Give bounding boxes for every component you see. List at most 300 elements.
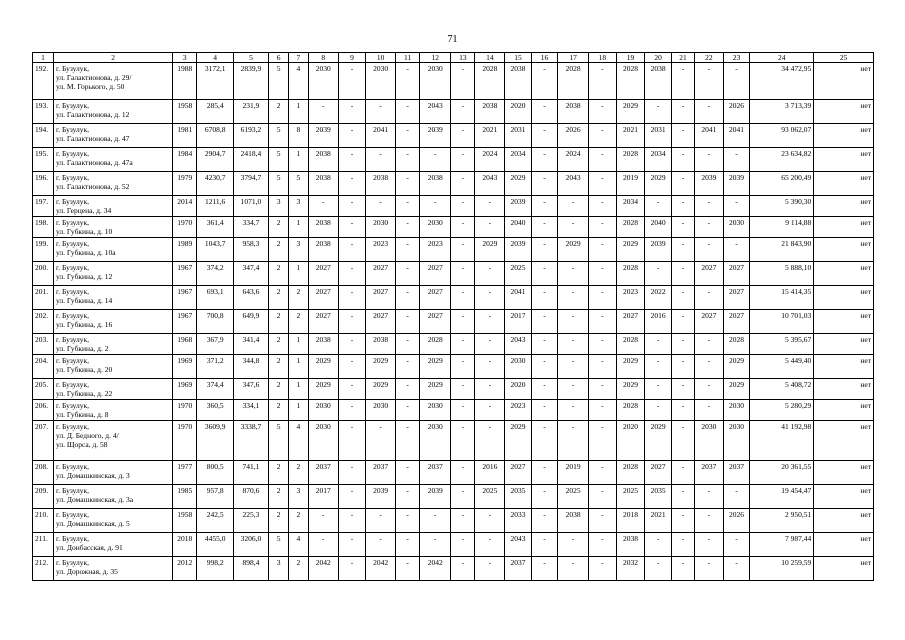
address-cell: г. Бузулук, ул. Галактионова, д. 12 (53, 100, 172, 124)
table-cell: 958,3 (233, 238, 268, 262)
table-cell: 2027 (308, 262, 338, 286)
table-cell: 2040 (505, 217, 531, 238)
table-cell: - (396, 355, 420, 379)
table-cell: - (451, 310, 475, 334)
table-cell: - (723, 557, 749, 581)
table-cell: - (366, 100, 396, 124)
table-cell: - (475, 421, 505, 461)
table-cell: нет (814, 557, 874, 581)
table-cell: - (451, 355, 475, 379)
table-row (33, 421, 874, 461)
table-row (33, 310, 874, 334)
table-cell: 2030 (366, 63, 396, 100)
table-cell: - (723, 485, 749, 509)
table-cell: 93 062,07 (750, 124, 814, 148)
header-row (33, 53, 874, 63)
table-cell: 2035 (645, 485, 671, 509)
table-cell: 2 (269, 238, 289, 262)
table-cell: 2038 (308, 217, 338, 238)
table-cell: - (338, 485, 366, 509)
table-cell: 2027 (723, 286, 749, 310)
table-cell: 2030 (366, 217, 396, 238)
table-cell: 3 (289, 196, 309, 217)
table-cell: - (531, 310, 557, 334)
table-cell: 1211,6 (197, 196, 233, 217)
table-cell: 2029 (505, 421, 531, 461)
table-cell: 2029 (616, 238, 645, 262)
table-cell: - (475, 509, 505, 533)
table-cell: 1071,0 (233, 196, 268, 217)
row-number: 203. (33, 334, 54, 355)
table-cell: 3794,7 (233, 172, 268, 196)
address-cell: г. Бузулук, ул. Галактионова, д. 47 (53, 124, 172, 148)
row-number: 200. (33, 262, 54, 286)
table-cell: - (671, 148, 694, 172)
table-cell: - (475, 379, 505, 400)
column-header: 18 (589, 53, 617, 63)
table-cell: 2029 (420, 379, 451, 400)
table-cell: 41 192,98 (750, 421, 814, 461)
table-cell: - (695, 557, 724, 581)
table-cell: 2 (269, 509, 289, 533)
column-header: 23 (723, 53, 749, 63)
table-cell: 2032 (616, 557, 645, 581)
table-cell: 800,5 (197, 461, 233, 485)
table-cell: - (531, 485, 557, 509)
column-header: 2 (53, 53, 172, 63)
table-cell: нет (814, 100, 874, 124)
table-cell: 2038 (505, 63, 531, 100)
table-cell: 1 (289, 148, 309, 172)
table-cell: - (558, 310, 589, 334)
table-cell: - (671, 286, 694, 310)
table-cell: - (589, 217, 617, 238)
table-cell: 649,9 (233, 310, 268, 334)
table-cell: 2024 (475, 148, 505, 172)
table-cell: 6193,2 (233, 124, 268, 148)
table-cell: 5 (269, 63, 289, 100)
table-cell: 2 950,51 (750, 509, 814, 533)
table-cell: - (589, 379, 617, 400)
table-cell: нет (814, 421, 874, 461)
table-cell: - (475, 355, 505, 379)
table-cell: 2016 (475, 461, 505, 485)
table-cell: 1 (289, 334, 309, 355)
table-cell: - (671, 262, 694, 286)
table-cell: - (531, 557, 557, 581)
row-number: 202. (33, 310, 54, 334)
table-cell: 2028 (616, 63, 645, 100)
table-cell: - (531, 286, 557, 310)
table-cell: 4455,0 (197, 533, 233, 557)
table-cell: - (589, 196, 617, 217)
table-cell: - (671, 124, 694, 148)
table-row (33, 172, 874, 196)
table-cell: 5 888,10 (750, 262, 814, 286)
table-cell: 2030 (366, 400, 396, 421)
table-cell: - (531, 533, 557, 557)
table-cell: - (723, 533, 749, 557)
row-number: 199. (33, 238, 54, 262)
table-cell: 2019 (558, 461, 589, 485)
table-cell: - (338, 262, 366, 286)
table-cell: 5 390,30 (750, 196, 814, 217)
table-cell: - (396, 100, 420, 124)
table-cell: 2023 (505, 400, 531, 421)
table-cell: 19 454,47 (750, 485, 814, 509)
table-cell: 2038 (645, 63, 671, 100)
table-cell: 2018 (173, 533, 197, 557)
table-cell: 1 (289, 400, 309, 421)
table-cell: - (531, 100, 557, 124)
table-cell: 1988 (173, 63, 197, 100)
table-cell: - (396, 310, 420, 334)
table-cell: - (396, 217, 420, 238)
table-cell: 898,4 (233, 557, 268, 581)
table-cell: 3 (269, 196, 289, 217)
table-cell: - (589, 533, 617, 557)
table-cell: - (451, 421, 475, 461)
table-cell: 2028 (616, 461, 645, 485)
table-cell: 1967 (173, 286, 197, 310)
table-cell: - (451, 124, 475, 148)
table-cell: - (695, 148, 724, 172)
table-cell: - (695, 196, 724, 217)
table-cell: нет (814, 485, 874, 509)
table-cell: - (645, 557, 671, 581)
table-cell: 7 987,44 (750, 533, 814, 557)
table-cell: 4 (289, 533, 309, 557)
table-cell: 998,2 (197, 557, 233, 581)
table-cell: - (420, 509, 451, 533)
table-cell: - (695, 286, 724, 310)
table-cell: - (451, 461, 475, 485)
table-cell: - (695, 355, 724, 379)
table-cell: нет (814, 400, 874, 421)
table-cell: - (531, 262, 557, 286)
table-cell: 2 (269, 485, 289, 509)
column-header: 1 (33, 53, 54, 63)
table-cell: - (695, 63, 724, 100)
table-cell: 2043 (475, 172, 505, 196)
table-cell: 2 (269, 355, 289, 379)
table-cell: 374,2 (197, 262, 233, 286)
table-cell: 2027 (308, 310, 338, 334)
table-cell: - (671, 310, 694, 334)
column-header: 5 (233, 53, 268, 63)
table-cell: 1979 (173, 172, 197, 196)
table-cell: 1043,7 (197, 238, 233, 262)
table-cell: 2028 (475, 63, 505, 100)
table-cell: 4 (289, 421, 309, 461)
table-cell: - (531, 196, 557, 217)
table-cell: 2029 (616, 379, 645, 400)
table-cell: - (645, 196, 671, 217)
table-cell: 2038 (308, 238, 338, 262)
table-cell: - (396, 557, 420, 581)
table-cell: - (451, 172, 475, 196)
table-cell: 1 (289, 262, 309, 286)
table-cell: - (308, 533, 338, 557)
table-cell: 2027 (366, 286, 396, 310)
table-cell: 2028 (558, 63, 589, 100)
table-cell: - (531, 124, 557, 148)
table-cell: - (531, 355, 557, 379)
table-cell: 1 (289, 100, 309, 124)
row-number: 201. (33, 286, 54, 310)
address-cell: г. Бузулук, ул. Дорожная, д. 35 (53, 557, 172, 581)
table-cell: 347,6 (233, 379, 268, 400)
table-cell: - (671, 172, 694, 196)
table-cell: 2029 (366, 379, 396, 400)
table-cell: 643,6 (233, 286, 268, 310)
table-cell: - (475, 557, 505, 581)
table-cell: 2 (269, 262, 289, 286)
table-cell: 2028 (420, 334, 451, 355)
table-cell: - (338, 310, 366, 334)
table-cell: нет (814, 172, 874, 196)
table-cell: 1 (289, 355, 309, 379)
table-cell: - (531, 379, 557, 400)
table-cell: 374,4 (197, 379, 233, 400)
table-cell: - (475, 310, 505, 334)
table-cell: - (396, 238, 420, 262)
table-cell: 2 (269, 334, 289, 355)
table-cell: 2029 (723, 355, 749, 379)
table-cell: - (558, 196, 589, 217)
table-cell: 2030 (723, 217, 749, 238)
table-cell: 2039 (505, 238, 531, 262)
table-cell: 2016 (645, 310, 671, 334)
table-cell: - (396, 262, 420, 286)
table-row (33, 379, 874, 400)
row-number: 197. (33, 196, 54, 217)
row-number: 195. (33, 148, 54, 172)
table-cell: 2028 (616, 262, 645, 286)
table-cell: 2039 (420, 124, 451, 148)
table-cell: - (451, 286, 475, 310)
column-header: 17 (558, 53, 589, 63)
table-cell: - (589, 286, 617, 310)
table-cell: - (475, 217, 505, 238)
address-cell: г. Бузулук, ул. Герцена, д. 34 (53, 196, 172, 217)
table-cell: 2039 (366, 485, 396, 509)
table-row (33, 217, 874, 238)
column-header: 16 (531, 53, 557, 63)
table-cell: 2017 (308, 485, 338, 509)
table-cell: - (671, 238, 694, 262)
table-cell: 231,9 (233, 100, 268, 124)
column-header: 11 (396, 53, 420, 63)
table-cell: 1969 (173, 379, 197, 400)
table-cell: - (645, 100, 671, 124)
table-cell: - (695, 334, 724, 355)
table-row (33, 485, 874, 509)
table-cell: - (589, 557, 617, 581)
table-cell: 2904,7 (197, 148, 233, 172)
table-cell: нет (814, 310, 874, 334)
table-cell: - (671, 196, 694, 217)
table-cell: 2043 (558, 172, 589, 196)
table-cell: нет (814, 533, 874, 557)
table-cell: 5 (269, 421, 289, 461)
table-cell: 2038 (420, 172, 451, 196)
table-cell: 2039 (695, 172, 724, 196)
table-row (33, 63, 874, 100)
table-row (33, 100, 874, 124)
table-cell: 2028 (616, 148, 645, 172)
column-header: 21 (671, 53, 694, 63)
table-cell: - (645, 355, 671, 379)
table-cell: - (451, 196, 475, 217)
column-header: 13 (451, 53, 475, 63)
table-cell: - (366, 533, 396, 557)
table-cell: 2026 (723, 509, 749, 533)
table-cell: 5 (269, 124, 289, 148)
row-number: 211. (33, 533, 54, 557)
table-cell: - (695, 509, 724, 533)
table-cell: - (338, 379, 366, 400)
table-cell: 341,4 (233, 334, 268, 355)
table-cell: 2027 (695, 262, 724, 286)
table-cell: 6708,8 (197, 124, 233, 148)
column-header: 4 (197, 53, 233, 63)
table-cell: - (451, 217, 475, 238)
table-cell: - (475, 286, 505, 310)
table-cell: 2025 (558, 485, 589, 509)
table-cell: 2019 (616, 172, 645, 196)
table-cell: - (589, 461, 617, 485)
table-cell: 2 (289, 461, 309, 485)
table-cell: - (671, 63, 694, 100)
table-cell: 225,3 (233, 509, 268, 533)
table-cell: - (420, 196, 451, 217)
table-cell: - (396, 334, 420, 355)
table-cell: 2029 (366, 355, 396, 379)
table-cell: 2 (269, 461, 289, 485)
page-number: 71 (447, 34, 458, 45)
table-cell: 2038 (308, 172, 338, 196)
table-row (33, 148, 874, 172)
column-header: 24 (750, 53, 814, 63)
table-cell: - (420, 533, 451, 557)
row-number: 207. (33, 421, 54, 461)
table-cell: - (589, 148, 617, 172)
table-cell: 2029 (308, 355, 338, 379)
table-cell: 10 259,59 (750, 557, 814, 581)
column-header: 10 (366, 53, 396, 63)
table-cell: - (396, 148, 420, 172)
address-cell: г. Бузулук, ул. Д. Бедного, д. 4/ ул. Щорса, д. 58 (53, 421, 172, 461)
table-cell: - (589, 334, 617, 355)
table-cell: нет (814, 355, 874, 379)
table-cell: - (338, 421, 366, 461)
table-cell: 1981 (173, 124, 197, 148)
table-cell: - (396, 379, 420, 400)
table-cell: - (671, 509, 694, 533)
table-cell: - (695, 533, 724, 557)
table-cell: - (338, 238, 366, 262)
table-cell: 2039 (505, 196, 531, 217)
column-header: 9 (338, 53, 366, 63)
table-cell: 2038 (558, 100, 589, 124)
table-cell: 9 114,88 (750, 217, 814, 238)
table-cell: 2035 (505, 485, 531, 509)
table-cell: 2041 (505, 286, 531, 310)
table-cell: - (338, 100, 366, 124)
table-cell: - (558, 334, 589, 355)
table-cell: - (723, 238, 749, 262)
table-cell: 2023 (420, 238, 451, 262)
table-cell: 2042 (420, 557, 451, 581)
table-cell: 2021 (616, 124, 645, 148)
table-cell: 2018 (616, 509, 645, 533)
table-cell: 2025 (475, 485, 505, 509)
table-cell: - (396, 124, 420, 148)
table-cell: - (451, 400, 475, 421)
table-cell: 3609,9 (197, 421, 233, 461)
row-number: 208. (33, 461, 54, 485)
table-cell: - (671, 421, 694, 461)
table-cell: 2 (269, 379, 289, 400)
address-cell: г. Бузулук, ул. Домашкинская, д. 3а (53, 485, 172, 509)
table-cell: 1969 (173, 355, 197, 379)
table-cell: 1984 (173, 148, 197, 172)
table-cell: 23 634,82 (750, 148, 814, 172)
table-cell: - (531, 238, 557, 262)
table-cell: 10 701,03 (750, 310, 814, 334)
table-cell: 2033 (505, 509, 531, 533)
table-cell: 3 713,39 (750, 100, 814, 124)
table-cell: 2031 (505, 124, 531, 148)
table-cell: - (531, 172, 557, 196)
column-header: 14 (475, 53, 505, 63)
table-cell: - (589, 238, 617, 262)
table-cell: 1958 (173, 100, 197, 124)
table-cell: 2027 (616, 310, 645, 334)
table-cell: - (451, 63, 475, 100)
table-cell: 15 414,35 (750, 286, 814, 310)
table-row (33, 196, 874, 217)
table-cell: - (558, 286, 589, 310)
table-cell: 20 361,55 (750, 461, 814, 485)
address-cell: г. Бузулук, ул. Галактионова, д. 29/ ул. М. Горького, д. 50 (53, 63, 172, 100)
table-cell: 2030 (695, 421, 724, 461)
table-cell: - (558, 355, 589, 379)
table-cell: 693,1 (197, 286, 233, 310)
table-cell: - (338, 334, 366, 355)
table-cell: 2039 (645, 238, 671, 262)
table-cell: - (589, 355, 617, 379)
table-cell: 2030 (420, 217, 451, 238)
table-cell: - (338, 509, 366, 533)
table-row (33, 400, 874, 421)
table-cell: нет (814, 124, 874, 148)
table-cell: 1967 (173, 310, 197, 334)
table-cell: 361,4 (197, 217, 233, 238)
table-cell: - (308, 196, 338, 217)
table-cell: нет (814, 196, 874, 217)
table-cell: 3172,1 (197, 63, 233, 100)
table-cell: 2030 (420, 63, 451, 100)
table-cell: 2027 (645, 461, 671, 485)
table-row (33, 238, 874, 262)
table-cell: - (338, 196, 366, 217)
table-cell: - (645, 400, 671, 421)
table-cell: - (451, 509, 475, 533)
table-cell: - (451, 148, 475, 172)
address-cell: г. Бузулук, ул. Губкина, д. 10 (53, 217, 172, 238)
